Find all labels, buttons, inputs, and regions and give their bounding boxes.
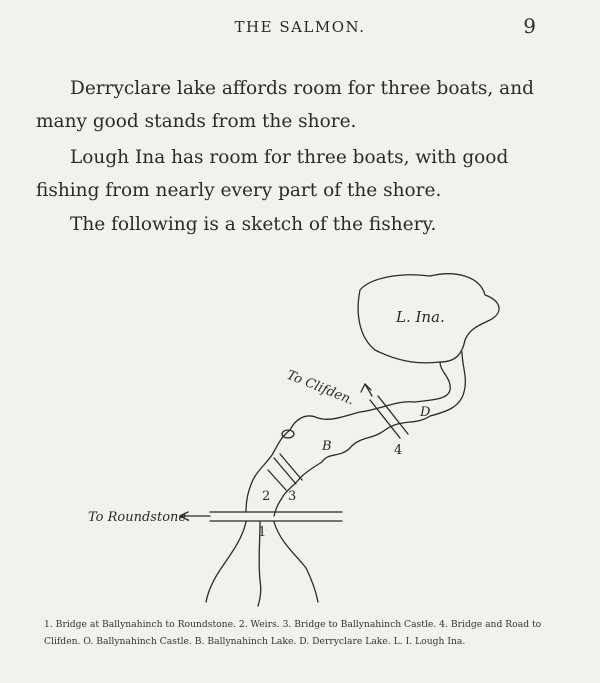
label-derryclare-lake: D	[420, 405, 431, 420]
label-number-1: 1	[258, 525, 267, 540]
label-to-roundstone: To Roundstone.	[88, 510, 191, 525]
label-number-3: 3	[288, 489, 297, 504]
river-upper-left	[415, 362, 450, 402]
paragraph-lough-ina: Lough Ina has room for three boats, with good fishing from nearly every part of the shore.	[36, 147, 509, 201]
label-to-clifden: To Clifden.	[284, 367, 357, 409]
stream-south-right	[274, 522, 318, 602]
stream-south-left	[206, 522, 246, 602]
weir-line	[268, 470, 286, 490]
fishery-sketch-map	[60, 250, 520, 610]
paragraph-sketch-intro: The following is a sketch of the fishery.	[70, 214, 437, 235]
label-ballynahinch-lake: B	[322, 439, 332, 454]
lakes-outline-north	[290, 402, 415, 430]
river-channel-right	[274, 462, 322, 516]
label-lough-ina: L. Ina.	[396, 308, 445, 326]
castle-bridge-line-b	[280, 454, 302, 480]
paragraph-derryclare: Derryclare lake affords room for three boats, and many good stands from the shore.	[36, 78, 534, 132]
label-number-2: 2	[262, 489, 271, 504]
running-head: THE SALMON.	[234, 18, 366, 36]
lakes-outline-south	[322, 416, 430, 462]
label-number-4: 4	[394, 443, 403, 458]
page-number: 9	[523, 14, 536, 38]
map-caption: 1. Bridge at Ballynahinch to Roundstone. 2. Weirs. 3. Bridge to Ballynahinch Castle. 4. Bridge and Road to Clifden. O. Ballynahinch Castle. B. Ballynahinch Lake. D. Derryclare Lake. L. I. Lough Ina.	[44, 619, 542, 647]
